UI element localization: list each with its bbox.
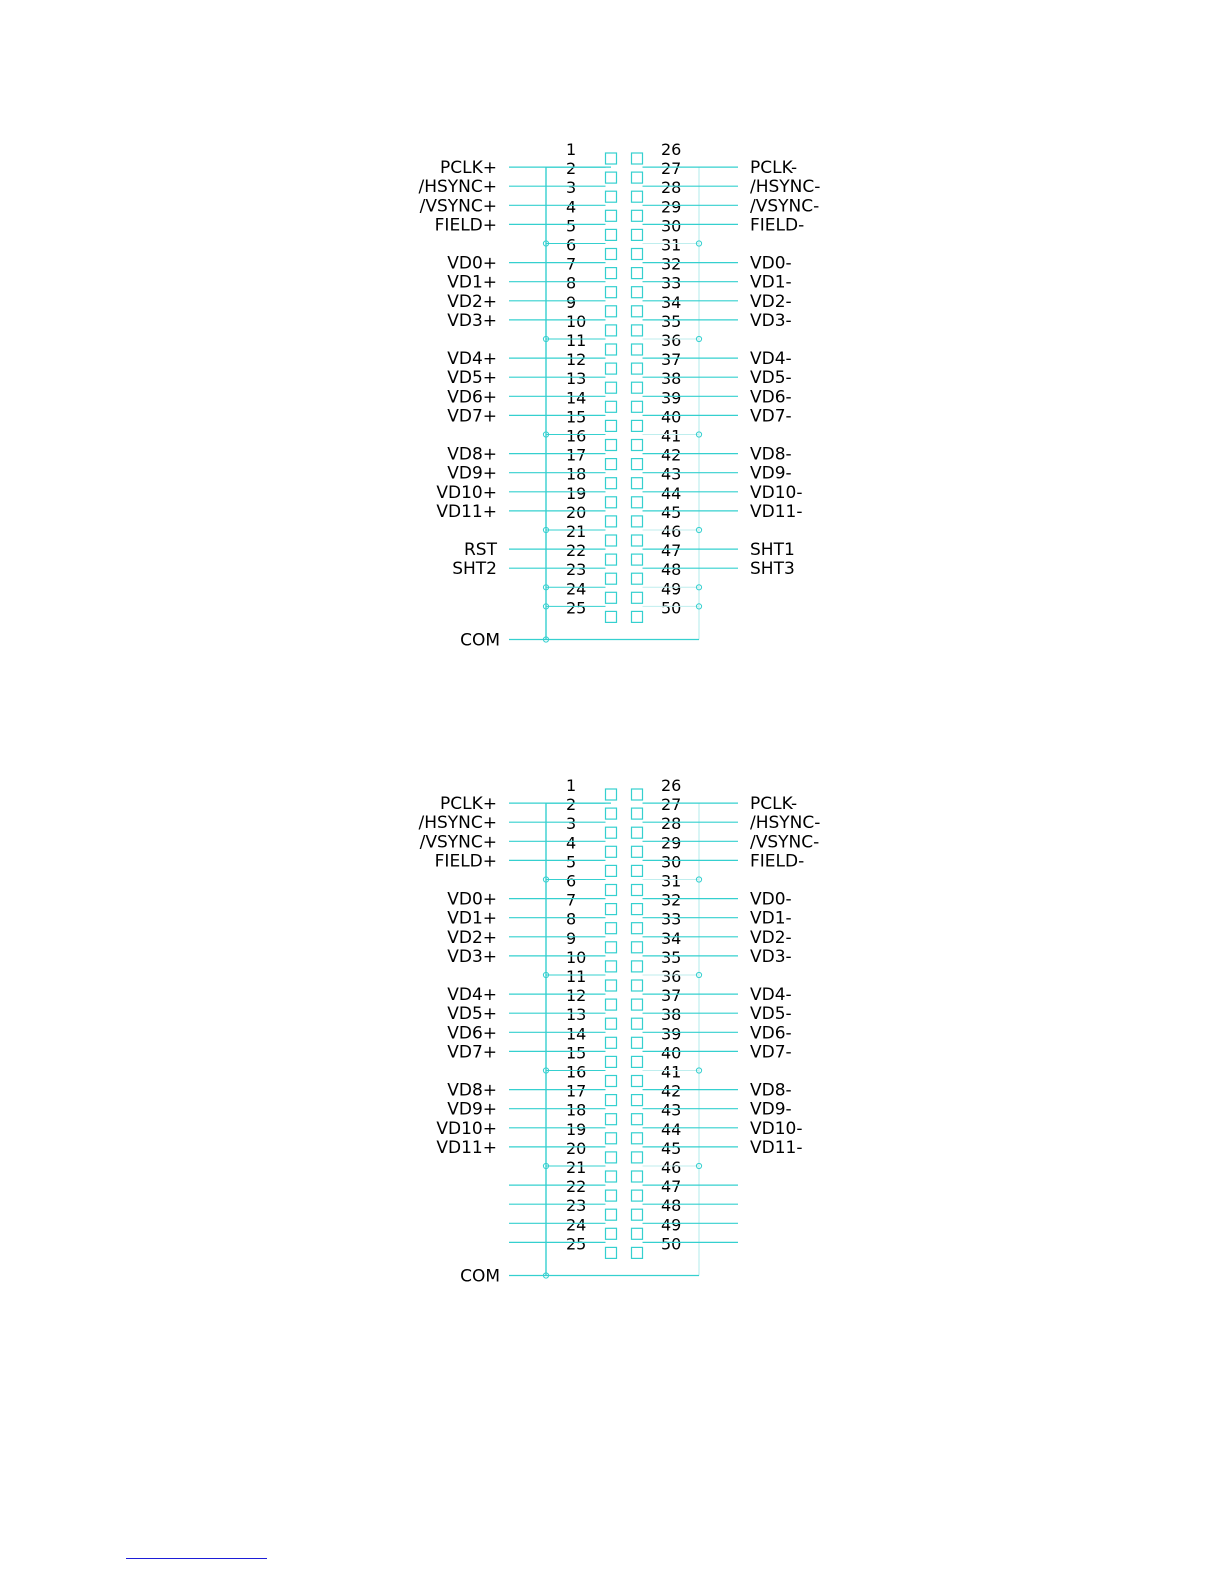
pin-number-12: 12 (566, 350, 587, 370)
pin-pad-14 (606, 1037, 617, 1048)
pin-number-6: 6 (566, 871, 577, 891)
signal-label-34: VD2- (750, 291, 792, 312)
pin-pad-41 (632, 1076, 643, 1087)
pin-pad-5 (606, 865, 617, 876)
pin-pad-45 (632, 516, 643, 527)
pin-pad-11 (606, 344, 617, 355)
signal-label-2: PCLK+ (440, 158, 497, 179)
pin-pad-4 (606, 210, 617, 221)
pin-number-28: 28 (661, 814, 682, 834)
pin-number-16: 16 (566, 426, 587, 446)
pin-pad-13 (606, 1018, 617, 1029)
signal-label-20: VD11+ (436, 1137, 497, 1158)
pin-pad-26 (632, 789, 643, 800)
pin-number-32: 32 (661, 254, 682, 274)
signal-label-9: VD2+ (447, 927, 497, 948)
pin-pad-4 (606, 846, 617, 857)
pin-number-48: 48 (661, 560, 682, 580)
pin-pad-44 (632, 1133, 643, 1144)
pin-pad-38 (632, 1018, 643, 1029)
pin-number-28: 28 (661, 178, 682, 198)
pin-number-22: 22 (566, 541, 587, 561)
pin-pad-1 (606, 153, 617, 164)
pin-pad-2 (606, 172, 617, 183)
pin-number-14: 14 (566, 1024, 587, 1044)
signal-label-48: SHT3 (750, 559, 795, 580)
signal-label-33: VD1- (750, 908, 792, 929)
signal-label-29: /VSYNC- (750, 832, 820, 853)
pin-pad-25 (606, 1247, 617, 1258)
pin-number-22: 22 (566, 1177, 587, 1197)
pin-pad-7 (606, 268, 617, 279)
pin-number-3: 3 (566, 178, 577, 198)
pin-number-18: 18 (566, 1100, 587, 1120)
pin-pad-17 (606, 1095, 617, 1106)
signal-label-13: VD5+ (447, 368, 497, 389)
signal-label-27: PCLK- (750, 158, 798, 179)
pin-pad-42 (632, 1095, 643, 1106)
signal-label-45: VD11- (750, 501, 803, 522)
pin-pad-16 (606, 1076, 617, 1087)
signal-label-15: VD7+ (447, 1042, 497, 1063)
signal-label-43: VD9- (750, 1099, 792, 1120)
pin-number-34: 34 (661, 928, 682, 948)
signal-label-42: VD8- (750, 444, 792, 465)
pin-pad-39 (632, 1037, 643, 1048)
pin-pad-30 (632, 865, 643, 876)
signal-label-29: /VSYNC- (750, 196, 820, 217)
pin-number-37: 37 (661, 350, 682, 370)
pin-pad-36 (632, 344, 643, 355)
signal-label-45: VD11- (750, 1137, 803, 1158)
signal-label-32: VD0- (750, 253, 792, 274)
pin-pad-10 (606, 961, 617, 972)
pin-pad-11 (606, 980, 617, 991)
pin-pad-8 (606, 923, 617, 934)
pin-pad-34 (632, 942, 643, 953)
pin-number-23: 23 (566, 560, 587, 580)
signal-label-40: VD7- (750, 406, 792, 427)
pin-number-4: 4 (566, 197, 577, 217)
signal-label-39: VD6- (750, 1023, 792, 1044)
pin-pad-15 (606, 1056, 617, 1067)
pin-pad-13 (606, 382, 617, 393)
common-label: COM (460, 1266, 500, 1287)
signal-label-27: PCLK- (750, 794, 798, 815)
pin-pad-37 (632, 999, 643, 1010)
pin-pad-42 (632, 459, 643, 470)
pin-number-15: 15 (566, 1043, 587, 1063)
pin-pad-32 (632, 268, 643, 279)
pin-pad-31 (632, 249, 643, 260)
pin-number-50: 50 (661, 598, 682, 618)
pin-number-20: 20 (566, 502, 587, 522)
pin-number-48: 48 (661, 1196, 682, 1216)
signal-label-47: SHT1 (750, 540, 795, 561)
pin-number-43: 43 (661, 1100, 682, 1120)
pin-pad-2 (606, 808, 617, 819)
pin-pad-12 (606, 999, 617, 1010)
pin-number-13: 13 (566, 1005, 587, 1025)
footnote-rule (126, 1558, 267, 1559)
signal-label-4: /VSYNC+ (419, 832, 497, 853)
pin-pad-39 (632, 401, 643, 412)
pin-pad-44 (632, 497, 643, 508)
signal-label-20: VD11+ (436, 501, 497, 522)
signal-label-44: VD10- (750, 482, 803, 503)
pin-number-11: 11 (566, 331, 587, 350)
connector-2 (418, 776, 820, 1287)
pin-number-46: 46 (661, 522, 682, 541)
pin-number-31: 31 (661, 871, 682, 891)
pin-number-2: 2 (566, 795, 577, 815)
pin-pad-49 (632, 1228, 643, 1239)
pin-pad-38 (632, 382, 643, 393)
pin-pad-49 (632, 592, 643, 603)
signal-label-15: VD7+ (447, 406, 497, 427)
pin-number-3: 3 (566, 814, 577, 834)
pin-pad-31 (632, 885, 643, 896)
pin-number-11: 11 (566, 967, 587, 986)
pin-pad-14 (606, 401, 617, 412)
pin-pad-3 (606, 191, 617, 202)
pin-pad-15 (606, 420, 617, 431)
pin-number-2: 2 (566, 159, 577, 179)
pin-number-14: 14 (566, 388, 587, 408)
pin-pad-21 (606, 535, 617, 546)
pin-number-24: 24 (566, 1215, 587, 1235)
signal-label-35: VD3- (750, 946, 792, 967)
signal-label-43: VD9- (750, 463, 792, 484)
pin-number-40: 40 (661, 1043, 682, 1063)
signal-label-19: VD10+ (436, 482, 497, 503)
pin-number-6: 6 (566, 235, 577, 255)
pin-pad-37 (632, 363, 643, 374)
pin-pad-34 (632, 306, 643, 317)
pin-number-10: 10 (566, 311, 587, 331)
pin-number-9: 9 (566, 292, 577, 312)
signal-label-10: VD3+ (447, 946, 497, 967)
signal-label-8: VD1+ (447, 272, 497, 293)
pin-number-13: 13 (566, 369, 587, 389)
pin-pad-35 (632, 961, 643, 972)
pin-number-36: 36 (661, 331, 682, 350)
pin-pad-5 (606, 229, 617, 240)
pin-number-25: 25 (566, 1234, 587, 1254)
pin-pad-3 (606, 827, 617, 838)
pin-pad-29 (632, 846, 643, 857)
pin-number-21: 21 (566, 522, 587, 541)
pin-pad-12 (606, 363, 617, 374)
pin-pad-50 (632, 1247, 643, 1258)
pin-number-20: 20 (566, 1138, 587, 1158)
pin-pad-35 (632, 325, 643, 336)
pin-pad-29 (632, 210, 643, 221)
pin-pad-48 (632, 573, 643, 584)
signal-label-22: RST (464, 540, 497, 561)
signal-label-30: FIELD- (750, 215, 805, 236)
pin-pad-10 (606, 325, 617, 336)
pin-number-15: 15 (566, 407, 587, 427)
pin-pad-46 (632, 1171, 643, 1182)
pin-pad-30 (632, 229, 643, 240)
pin-pad-46 (632, 535, 643, 546)
signal-label-3: /HSYNC+ (418, 813, 497, 834)
signal-label-5: FIELD+ (434, 215, 497, 236)
pin-number-9: 9 (566, 928, 577, 948)
pin-pad-19 (606, 497, 617, 508)
pin-number-30: 30 (661, 852, 682, 872)
pin-number-42: 42 (661, 1081, 682, 1101)
pin-number-47: 47 (661, 541, 682, 561)
pin-pad-32 (632, 904, 643, 915)
signal-label-12: VD4+ (447, 985, 497, 1006)
pin-pad-21 (606, 1171, 617, 1182)
pin-pad-20 (606, 1152, 617, 1163)
signal-label-12: VD4+ (447, 349, 497, 370)
pin-number-44: 44 (661, 483, 682, 503)
pin-pad-43 (632, 478, 643, 489)
pin-number-26: 26 (661, 140, 682, 159)
pin-pad-22 (606, 1190, 617, 1201)
pin-pad-16 (606, 440, 617, 451)
pin-number-45: 45 (661, 502, 682, 522)
pin-number-47: 47 (661, 1177, 682, 1197)
signal-label-44: VD10- (750, 1118, 803, 1139)
pin-pad-23 (606, 573, 617, 584)
pin-number-29: 29 (661, 833, 682, 853)
pin-pad-33 (632, 923, 643, 934)
pin-number-35: 35 (661, 947, 682, 967)
signal-label-5: FIELD+ (434, 851, 497, 872)
pin-pad-23 (606, 1209, 617, 1220)
pin-number-35: 35 (661, 311, 682, 331)
pin-number-37: 37 (661, 986, 682, 1006)
pin-number-33: 33 (661, 909, 682, 929)
signal-label-28: /HSYNC- (750, 177, 821, 198)
signal-label-14: VD6+ (447, 387, 497, 408)
pin-number-49: 49 (661, 579, 682, 599)
pin-pad-18 (606, 1114, 617, 1125)
pin-number-36: 36 (661, 967, 682, 986)
pin-pad-33 (632, 287, 643, 298)
pin-pad-1 (606, 789, 617, 800)
pin-number-40: 40 (661, 407, 682, 427)
signal-label-38: VD5- (750, 368, 792, 389)
pin-pad-19 (606, 1133, 617, 1144)
signal-label-37: VD4- (750, 349, 792, 370)
connector-1 (418, 140, 820, 651)
pin-pad-28 (632, 191, 643, 202)
signal-label-18: VD9+ (447, 463, 497, 484)
pin-number-33: 33 (661, 273, 682, 293)
signal-label-17: VD8+ (447, 1080, 497, 1101)
signal-label-40: VD7- (750, 1042, 792, 1063)
pin-number-7: 7 (566, 890, 577, 910)
signal-label-7: VD0+ (447, 889, 497, 910)
pin-number-10: 10 (566, 947, 587, 967)
pin-number-8: 8 (566, 273, 577, 293)
signal-label-23: SHT2 (452, 559, 497, 580)
pin-pad-25 (606, 611, 617, 622)
pin-number-18: 18 (566, 464, 587, 484)
pin-number-1: 1 (566, 140, 577, 159)
pin-number-8: 8 (566, 909, 577, 929)
signal-label-2: PCLK+ (440, 794, 497, 815)
signal-label-37: VD4- (750, 985, 792, 1006)
pin-pad-40 (632, 1056, 643, 1067)
signal-label-13: VD5+ (447, 1004, 497, 1025)
pin-number-39: 39 (661, 1024, 682, 1044)
pin-number-5: 5 (566, 852, 577, 872)
signal-label-4: /VSYNC+ (419, 196, 497, 217)
pin-number-23: 23 (566, 1196, 587, 1216)
pin-number-5: 5 (566, 216, 577, 236)
pin-number-45: 45 (661, 1138, 682, 1158)
pin-number-29: 29 (661, 197, 682, 217)
pin-number-43: 43 (661, 464, 682, 484)
pin-number-42: 42 (661, 445, 682, 465)
pin-number-19: 19 (566, 1119, 587, 1139)
pin-pad-48 (632, 1209, 643, 1220)
pin-number-30: 30 (661, 216, 682, 236)
pin-number-50: 50 (661, 1234, 682, 1254)
pin-number-34: 34 (661, 292, 682, 312)
pin-number-19: 19 (566, 483, 587, 503)
pin-pad-7 (606, 904, 617, 915)
pin-pad-27 (632, 172, 643, 183)
pin-number-38: 38 (661, 1005, 682, 1025)
pin-pad-43 (632, 1114, 643, 1125)
pin-pad-9 (606, 942, 617, 953)
signal-label-9: VD2+ (447, 291, 497, 312)
pin-pad-9 (606, 306, 617, 317)
pin-number-7: 7 (566, 254, 577, 274)
pin-pad-47 (632, 554, 643, 565)
pin-number-17: 17 (566, 1081, 587, 1101)
signal-label-35: VD3- (750, 310, 792, 331)
signal-label-30: FIELD- (750, 851, 805, 872)
signal-label-34: VD2- (750, 927, 792, 948)
pin-pad-22 (606, 554, 617, 565)
pin-number-27: 27 (661, 159, 682, 179)
pin-number-12: 12 (566, 986, 587, 1006)
signal-label-39: VD6- (750, 387, 792, 408)
pin-pad-41 (632, 440, 643, 451)
pin-number-26: 26 (661, 776, 682, 795)
signal-label-14: VD6+ (447, 1023, 497, 1044)
pin-pad-6 (606, 885, 617, 896)
pin-number-49: 49 (661, 1215, 682, 1235)
pin-pad-24 (606, 1228, 617, 1239)
signal-label-10: VD3+ (447, 310, 497, 331)
signal-label-18: VD9+ (447, 1099, 497, 1120)
signal-label-3: /HSYNC+ (418, 177, 497, 198)
pin-number-46: 46 (661, 1158, 682, 1177)
pin-number-38: 38 (661, 369, 682, 389)
pin-pad-8 (606, 287, 617, 298)
pin-pad-26 (632, 153, 643, 164)
pin-number-44: 44 (661, 1119, 682, 1139)
pin-pad-28 (632, 827, 643, 838)
pin-number-31: 31 (661, 235, 682, 255)
signal-label-32: VD0- (750, 889, 792, 910)
signal-label-33: VD1- (750, 272, 792, 293)
pin-number-39: 39 (661, 388, 682, 408)
pin-pad-27 (632, 808, 643, 819)
pin-pad-6 (606, 249, 617, 260)
signal-label-28: /HSYNC- (750, 813, 821, 834)
pin-number-16: 16 (566, 1062, 587, 1082)
signal-label-7: VD0+ (447, 253, 497, 274)
pin-number-41: 41 (661, 1062, 682, 1082)
pin-number-32: 32 (661, 890, 682, 910)
common-label: COM (460, 630, 500, 651)
pin-pad-17 (606, 459, 617, 470)
pin-number-25: 25 (566, 598, 587, 618)
pin-pad-36 (632, 980, 643, 991)
pin-number-27: 27 (661, 795, 682, 815)
pin-pad-45 (632, 1152, 643, 1163)
pin-number-4: 4 (566, 833, 577, 853)
pin-number-41: 41 (661, 426, 682, 446)
pin-number-17: 17 (566, 445, 587, 465)
signal-label-17: VD8+ (447, 444, 497, 465)
signal-label-42: VD8- (750, 1080, 792, 1101)
signal-label-38: VD5- (750, 1004, 792, 1025)
signal-label-19: VD10+ (436, 1118, 497, 1139)
pin-pad-20 (606, 516, 617, 527)
pin-number-21: 21 (566, 1158, 587, 1177)
pin-pad-50 (632, 611, 643, 622)
pin-number-24: 24 (566, 579, 587, 599)
pin-pad-47 (632, 1190, 643, 1201)
signal-label-8: VD1+ (447, 908, 497, 929)
pin-pad-40 (632, 420, 643, 431)
pin-pad-18 (606, 478, 617, 489)
pin-number-1: 1 (566, 776, 577, 795)
pin-pad-24 (606, 592, 617, 603)
